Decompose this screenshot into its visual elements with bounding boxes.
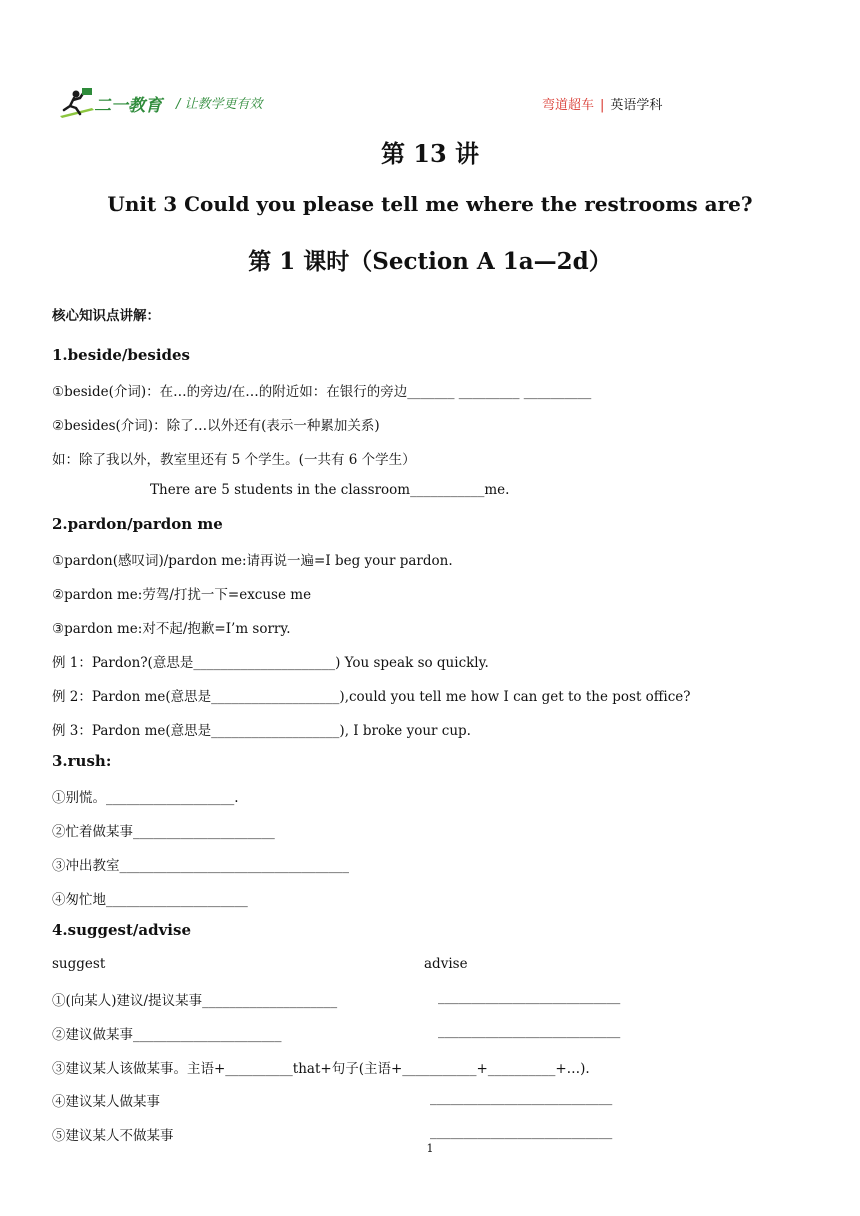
s4-row-4-blank: ___________________________ xyxy=(430,1090,613,1106)
section-heading-2: 2.pardon/pardon me xyxy=(52,515,223,533)
s2-example-2: 例 2：Pardon me(意思是___________________),could you tell me how I can get to the post office? xyxy=(52,689,691,705)
s1-line-2: ②besides(介词)：除了…以外还有(表示一种累加关系) xyxy=(52,418,380,434)
s2-line-3: ③pardon me:对不起/抱歉=I’m sorry. xyxy=(52,621,291,637)
s2-example-1: 例 1：Pardon?(意思是_____________________) You speak so quickly. xyxy=(52,655,489,671)
header-tagline: 弯道超车 xyxy=(542,98,595,113)
lecture-title: 第 13 讲 xyxy=(380,139,480,168)
s4-row-2-suggest: ②建议做某事______________________ xyxy=(52,1027,282,1043)
header-slogan: / 让教学更有效 xyxy=(176,97,263,112)
s1-line-4: There are 5 students in the classroom___________me. xyxy=(150,482,510,498)
logo-text: 二一教育 xyxy=(94,96,162,116)
s4-col-advise: advise xyxy=(424,956,468,972)
s3-line-3: ③冲出教室__________________________________ xyxy=(52,858,349,874)
s1-line-1: ①beside(介词)：在…的旁边/在…的附近如：在银行的旁边_______ _________ __________ xyxy=(52,384,592,400)
s4-row-3: ③建议某人该做某事。主语+__________that+句子(主语+___________+__________+…). xyxy=(52,1061,590,1077)
s4-row-5-label: ⑤建议某人不做某事 xyxy=(52,1128,174,1144)
s4-col-suggest: suggest xyxy=(52,956,106,972)
header-right xyxy=(542,94,662,113)
page-number: 1 xyxy=(426,1142,434,1155)
s4-row-1-suggest: ①(向某人)建议/提议某事____________________ xyxy=(52,993,338,1009)
s4-row-5-blank: ___________________________ xyxy=(430,1124,613,1140)
s2-line-1: ①pardon(感叹词)/pardon me:请再说一遍=I beg your pardon. xyxy=(52,553,453,569)
s4-row-4-label: ④建议某人做某事 xyxy=(52,1094,160,1110)
header-subject: 英语学科 xyxy=(610,98,663,113)
section-heading-3: 3.rush: xyxy=(52,752,112,770)
s2-line-2: ②pardon me:劳驾/打扰一下=excuse me xyxy=(52,587,312,603)
s2-example-3: 例 3：Pardon me(意思是___________________), I broke your cup. xyxy=(52,723,471,739)
section-heading-4: 4.suggest/advise xyxy=(52,921,191,939)
lesson-title: 第 1 课时（Section A 1a—2d） xyxy=(248,248,612,275)
section-heading-1: 1.beside/besides xyxy=(52,346,190,364)
core-heading: 核心知识点讲解： xyxy=(52,308,160,324)
s3-line-2: ②忙着做某事_____________________ xyxy=(52,824,275,840)
unit-title: Unit 3 Could you please tell me where the restrooms are? xyxy=(107,192,753,216)
s1-line-3: 如：除了我以外，教室里还有 5 个学生。(一共有 6 个学生） xyxy=(52,452,416,468)
header-separator: | xyxy=(600,98,605,113)
s3-line-4: ④匆忙地_____________________ xyxy=(52,892,248,908)
s3-line-1: ①别慌。___________________. xyxy=(52,790,239,806)
logo xyxy=(58,86,168,118)
s4-row-2-advise: ___________________________ xyxy=(438,1023,621,1039)
s4-row-1-advise: ___________________________ xyxy=(438,989,621,1005)
